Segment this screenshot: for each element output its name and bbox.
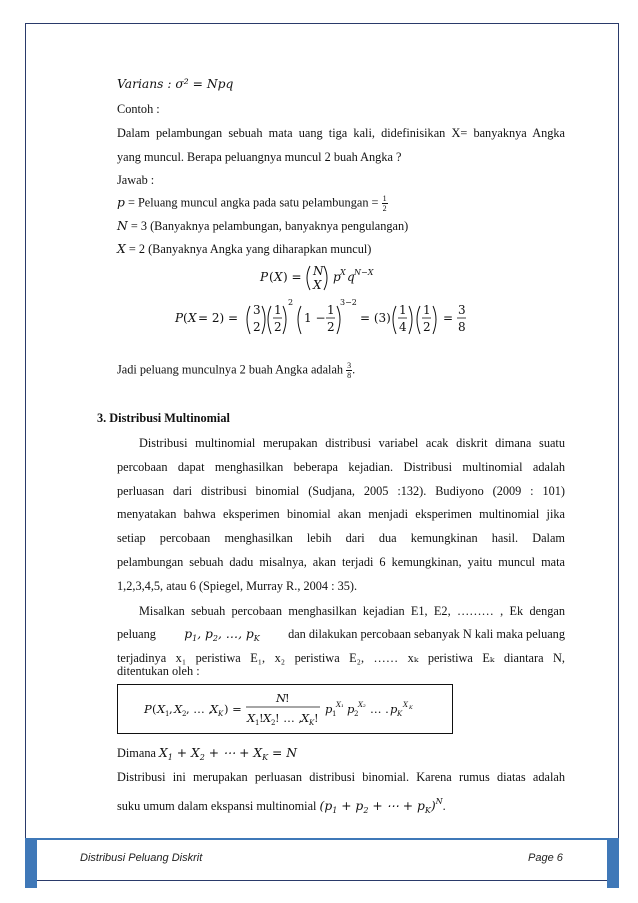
svg-text:1: 1 <box>327 303 335 317</box>
svg-text:N: N <box>313 264 324 278</box>
svg-text:K: K <box>218 710 224 718</box>
conclusion-text: Jadi peluang munculnya 2 buah Angka adalah <box>117 362 344 377</box>
svg-text:1 −: 1 − <box>304 311 326 325</box>
conclusion-line: Jadi peluang munculnya 2 buah Angka adalah $\frac{3}{8}$. <box>117 361 356 380</box>
svg-text:) =: ) = <box>283 270 302 284</box>
svg-text:(: ( <box>269 270 274 284</box>
svg-text:X: X <box>274 270 283 284</box>
svg-text:1: 1 <box>399 303 407 317</box>
svg-text:1: 1 <box>255 719 260 727</box>
svg-text:p: p <box>333 270 341 284</box>
footer-bar-right <box>607 838 619 888</box>
svg-text:(: ( <box>152 702 157 716</box>
x-definition-text: = 2 (Banyaknya Angka yang diharapkan muncul) <box>128 242 372 256</box>
para2-line4: ditentukan oleh : <box>117 664 200 678</box>
svg-text:2: 2 <box>288 298 294 307</box>
svg-text:X: X <box>210 702 219 716</box>
svg-text:1: 1 <box>423 303 431 317</box>
svg-text:! … ,: ! … , <box>275 711 303 725</box>
footer-rule <box>25 838 619 840</box>
para2-line1: Misalkan sebuah percobaan menghasilkan kejadian E1, E2, ……… , Ek dengan <box>139 604 565 618</box>
three-eighths-fraction: $\frac{3}{8}$ <box>347 361 352 380</box>
svg-text:X: X <box>263 711 272 725</box>
svg-text:q: q <box>347 270 355 284</box>
peluang-word: peluang <box>117 627 156 641</box>
svg-text:K: K <box>409 705 413 711</box>
n-symbol: N <box>117 219 128 233</box>
multinomial-expansion: ($p_1 + p_2$ + ⋯ + $p_K)^N$ <box>319 797 443 815</box>
svg-text:X: X <box>301 711 310 725</box>
svg-text:X: X <box>313 278 322 292</box>
para1-line7: 1,2,3,4,5, atau 6 (Spiegel, Murray R., 2004 : 35). <box>117 579 358 593</box>
para2-line3: terjadinya x₁ peristiwa E₁, x₂ peristiwa E₂, …… xₖ peristiwa Eₖ diantara N, <box>117 651 565 665</box>
svg-text:X: X <box>340 268 346 277</box>
para2-line2-rest: dan dilakukan percobaan sebanyak N kali maka peluang <box>288 627 565 641</box>
svg-text:P: P <box>260 270 269 284</box>
svg-text:X: X <box>174 702 183 716</box>
svg-text:p: p <box>347 702 355 716</box>
svg-text:4: 4 <box>399 320 407 334</box>
para3-line2: suku umum dalam ekspansi multinomial ($p_1 + p_2$ + ⋯ + $p_K)^N$. <box>117 797 446 815</box>
section-heading: 3. Distribusi Multinomial <box>97 411 230 425</box>
jawab-label: Jawab : <box>117 173 155 187</box>
contoh-label: Contoh : <box>117 102 160 116</box>
para1-line5: setiap percobaan menghasilkan lebih dari dua kemungkinan hasil. Dalam <box>117 531 565 545</box>
svg-text:2: 2 <box>274 320 282 334</box>
probabilities-list: $p_1$, $p_2$, …, $p_K$ <box>184 627 260 643</box>
svg-text:p: p <box>390 702 398 716</box>
svg-text:p: p <box>325 702 333 716</box>
svg-text:2: 2 <box>182 710 187 718</box>
svg-text:N: N <box>276 691 287 705</box>
svg-text:P: P <box>175 311 184 325</box>
para2-line2 <box>117 626 565 647</box>
svg-text:N−X: N−X <box>354 268 374 277</box>
svg-text:1: 1 <box>332 710 337 718</box>
p-definition-text: = Peluang muncul angka pada satu pelambungan = <box>127 195 379 210</box>
svg-text:K: K <box>309 719 315 727</box>
multinomial-formula <box>118 685 452 733</box>
svg-text:… .: … . <box>370 702 389 716</box>
binomial-calculation <box>170 296 470 340</box>
dimana-line <box>117 745 297 766</box>
svg-text:2: 2 <box>327 320 335 334</box>
multinomial-formula-box <box>117 684 453 734</box>
svg-text:1: 1 <box>165 710 170 718</box>
svg-text:!: ! <box>314 711 319 725</box>
svg-text:1: 1 <box>274 303 282 317</box>
p-symbol: p <box>117 195 125 210</box>
svg-text:2: 2 <box>271 719 276 727</box>
example-text-1: Dalam pelambungan sebuah mata uang tiga kali, didefinisikan X= banyaknya Angka <box>117 126 565 140</box>
half-fraction: $\frac{1}{2}$ <box>382 194 387 213</box>
svg-text:!: ! <box>259 711 264 725</box>
svg-text:8: 8 <box>458 320 466 334</box>
svg-text:2: 2 <box>423 320 431 334</box>
svg-text:X₂: X₂ <box>358 701 366 709</box>
svg-text:X: X <box>157 702 166 716</box>
svg-text:X₁: X₁ <box>336 701 344 709</box>
svg-text:3: 3 <box>253 303 261 317</box>
n-definition-text: = 3 (Banyaknya pelambungan, banyaknya pengulangan) <box>130 219 409 233</box>
svg-text:K: K <box>397 710 403 718</box>
svg-text:, … ,: , … , <box>186 702 213 716</box>
svg-text:X: X <box>403 701 408 709</box>
svg-text:3: 3 <box>458 303 466 317</box>
svg-text:X: X <box>188 311 197 325</box>
para3-line1: Distribusi ini merupakan perluasan distribusi binomial. Karena rumus diatas adalah <box>117 770 565 784</box>
svg-text:(: ( <box>183 311 188 325</box>
svg-text:,: , <box>169 702 173 716</box>
svg-text:3−2: 3−2 <box>340 298 357 307</box>
example-text-2: yang muncul. Berapa peluangnya muncul 2 buah Angka ? <box>117 150 402 164</box>
svg-text:= (3): = (3) <box>360 311 391 325</box>
n-definition <box>117 218 408 234</box>
svg-text:2: 2 <box>354 710 359 718</box>
svg-text:2: 2 <box>253 320 261 334</box>
para1-line3: perluasan dari distribusi binomial (Sudjana, 2005 :132). Budiyono (2009 : 101) <box>117 484 565 498</box>
svg-text:X: X <box>247 711 256 725</box>
x-symbol: X <box>117 242 126 256</box>
page-number: Page 6 <box>528 852 563 864</box>
svg-text:) =: ) = <box>224 702 242 716</box>
sum-constraint: $X_1 + X_2$ + ⋯ + $X_K = N$ <box>159 746 298 762</box>
x-definition <box>117 241 371 257</box>
para1-line4: menyatakan bahwa eksperimen binomial akan menjadi eksperimen multinomial jika <box>117 507 565 521</box>
para1-line6: pelambungan sebuah dadu misalnya, akan terjadi 6 kemungkinan, yaitu muncul mata <box>117 555 565 569</box>
p-definition <box>117 194 388 213</box>
footer-bar-left <box>25 838 37 888</box>
binomial-pmf-formula <box>250 258 410 298</box>
svg-text:P: P <box>144 702 152 716</box>
svg-text:!: ! <box>285 691 290 705</box>
para1-line2: percobaan dapat menghasilkan beberapa kejadian. Distribusi multinomial adalah <box>117 460 565 474</box>
para3-line2-text: suku umum dalam ekspansi multinomial <box>117 799 317 813</box>
variance-formula: Varians : σ² = Npq <box>117 77 234 91</box>
para1-line1: Distribusi multinomial merupakan distribusi variabel acak diskrit dimana suatu <box>139 436 565 450</box>
svg-text:= 2) =: = 2) = <box>198 311 239 325</box>
dimana-word: Dimana <box>117 746 156 760</box>
footer-title: Distribusi Peluang Diskrit <box>80 852 203 864</box>
svg-text:=: = <box>443 311 454 325</box>
